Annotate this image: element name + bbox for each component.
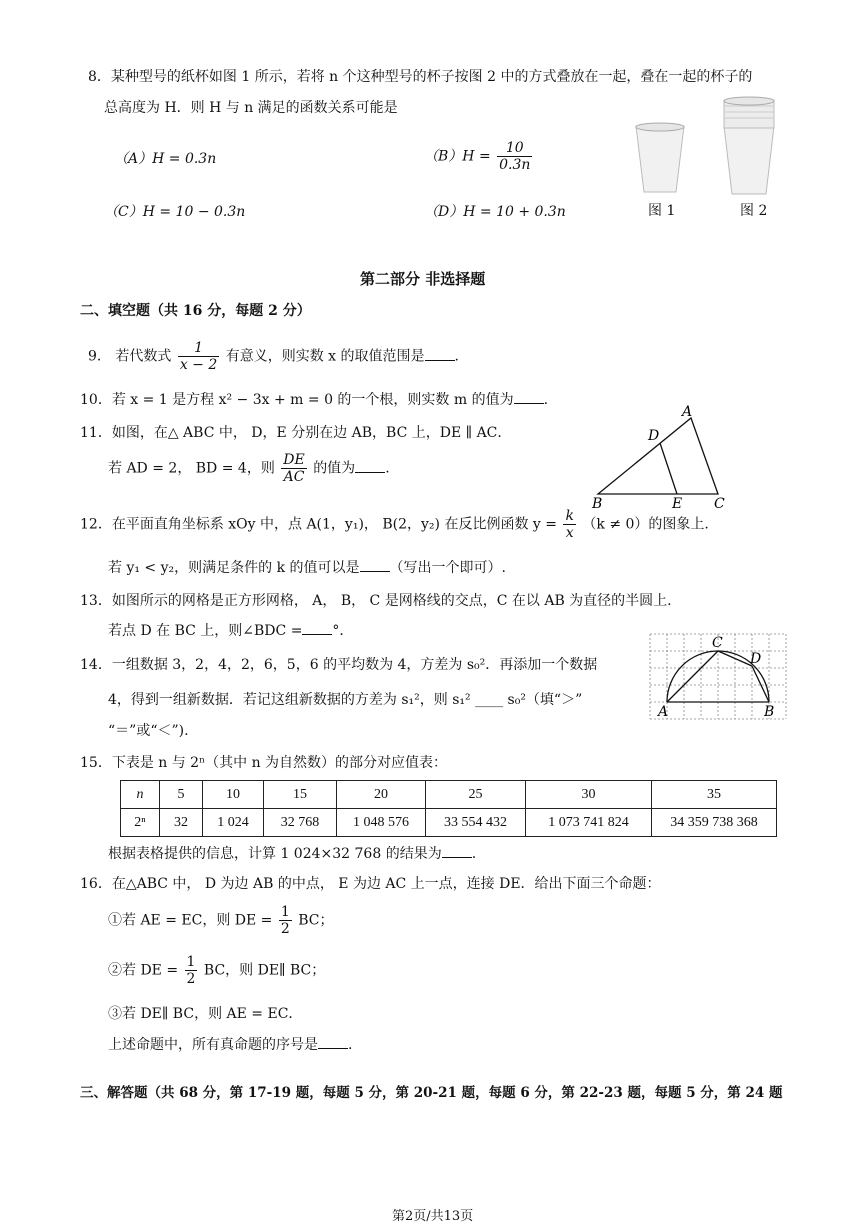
table-cell: 32 768 <box>264 809 337 837</box>
label-b: B <box>592 496 603 512</box>
n-power-table <box>120 780 777 837</box>
table-row <box>121 809 777 837</box>
label-d: D <box>750 651 762 667</box>
part2-title: 第二部分 非选择题 <box>360 270 486 288</box>
figure-2-caption: 图 2 <box>740 203 768 219</box>
q11-line2: 若 AD = 2， BD = 4，则 $\frac{DE}{AC}$ 的值为 . <box>108 452 390 485</box>
triangle-abc-figure <box>588 400 738 512</box>
label-b: B <box>764 704 775 720</box>
table-cell: 20 <box>337 781 426 809</box>
table-row <box>121 781 777 809</box>
table-cell: 35 <box>652 781 777 809</box>
q9: 9. 若代数式 $\frac{1}{x - 2}$ 有意义，则实数 x 的取值范围是 . <box>88 340 459 373</box>
q16-line1: 16．在△ABC 中， D 为边 AB 的中点， E 为边 AC 上一点，连接 DE．给出下面三个命题： <box>80 876 661 892</box>
q8-line2: 总高度为 H．则 H 与 n 满足的函数关系可能是 <box>104 100 398 116</box>
table-cell: 32 <box>160 809 203 837</box>
table-cell: 1 073 741 824 <box>526 809 652 837</box>
label-c: C <box>712 635 723 651</box>
q15-line2: 根据表格提供的信息，计算 1 024×32 768 的结果为 . <box>108 846 477 862</box>
q16-prop3: ③若 DE∥ BC，则 AE = EC． <box>108 1006 303 1022</box>
q16-prop2: ②若 DE = $\frac{1}{2}$ BC，则 DE∥ BC； <box>108 954 326 987</box>
q8-option-c: （C）H = 10 − 0.3n <box>104 204 246 220</box>
q14-line2: 4，得到一组新数据．若记这组新数据的方差为 s₁²，则 s₁² ____ s₀²（填“＞” <box>108 692 583 708</box>
table-cell: 34 359 738 368 <box>652 809 777 837</box>
q16-last: 上述命题中，所有真命题的序号是 . <box>108 1037 353 1053</box>
q14-line1: 14．一组数据 3，2，4，2，6，5，6 的平均数为 4，方差为 s₀²．再添加一个数据 <box>80 657 598 673</box>
table-cell: 25 <box>426 781 526 809</box>
table-cell: 15 <box>264 781 337 809</box>
table-cell: 10 <box>203 781 264 809</box>
table-cell: 30 <box>526 781 652 809</box>
grid-semicircle-figure <box>646 630 790 722</box>
table-cell: 1 024 <box>203 809 264 837</box>
table-cell: 5 <box>160 781 203 809</box>
table-cell: 2ⁿ <box>121 809 160 837</box>
label-d: D <box>648 428 660 444</box>
label-a: A <box>682 404 693 420</box>
q15-line1: 15．下表是 n 与 2ⁿ（其中 n 为自然数）的部分对应值表： <box>80 755 448 771</box>
q11-line1: 11．如图，在△ ABC 中， D，E 分别在边 AB，BC 上，DE ∥ AC． <box>80 425 512 441</box>
section2-heading: 二、填空题（共 16 分，每题 2 分） <box>80 303 311 319</box>
q12-line2: 若 y₁ < y₂，则满足条件的 k 的值可以是 （写出一个即可）. <box>108 560 506 576</box>
paper-cup-figure-2 <box>718 96 780 198</box>
q16-prop1: ①若 AE = EC，则 DE = $\frac{1}{2}$ BC； <box>108 904 334 937</box>
q13-line1: 13．如图所示的网格是正方形网格， A， B， C 是网格线的交点，C 在以 AB 为直径的半圆上. <box>80 593 672 609</box>
q10: 10．若 x = 1 是方程 x² − 3x + m = 0 的一个根，则实数 m 的值为 . <box>80 392 549 408</box>
table-cell: 33 554 432 <box>426 809 526 837</box>
table-cell: n <box>121 781 160 809</box>
label-e: E <box>672 496 683 512</box>
figure-1-caption: 图 1 <box>648 203 676 219</box>
paper-cup-figure-1 <box>630 120 690 198</box>
page-footer: 第2页/共13页 <box>392 1209 474 1224</box>
q13-line2: 若点 D 在 BC 上，则∠BDC = °． <box>108 623 354 639</box>
q14-line3: “＝”或“＜”). <box>108 723 189 739</box>
section3-heading: 三、解答题（共 68 分，第 17-19 题，每题 5 分，第 20-21 题，每题 6 分，第 22-23 题，每题 5 分，第 24 题 <box>80 1085 783 1101</box>
q12-line1: 12．在平面直角坐标系 xOy 中，点 A(1，y₁)， B(2，y₂) 在反比例函数 y = $\frac{k}{x}$ （k ≠ 0）的图象上. <box>80 508 709 541</box>
q8-line1: 8．某种型号的纸杯如图 1 所示，若将 n 个这种型号的杯子按图 2 中的方式叠放在一起，叠在一起的杯子的 <box>88 69 753 85</box>
table-cell: 1 048 576 <box>337 809 426 837</box>
q8-option-d: （D）H = 10 + 0.3n <box>424 204 566 220</box>
q8-option-b: （B）H = $\frac{10}{0.3n}$ <box>424 140 531 173</box>
q8-option-a: （A）H = 0.3n <box>114 151 217 167</box>
label-c: C <box>714 496 725 512</box>
label-a: A <box>658 704 669 720</box>
